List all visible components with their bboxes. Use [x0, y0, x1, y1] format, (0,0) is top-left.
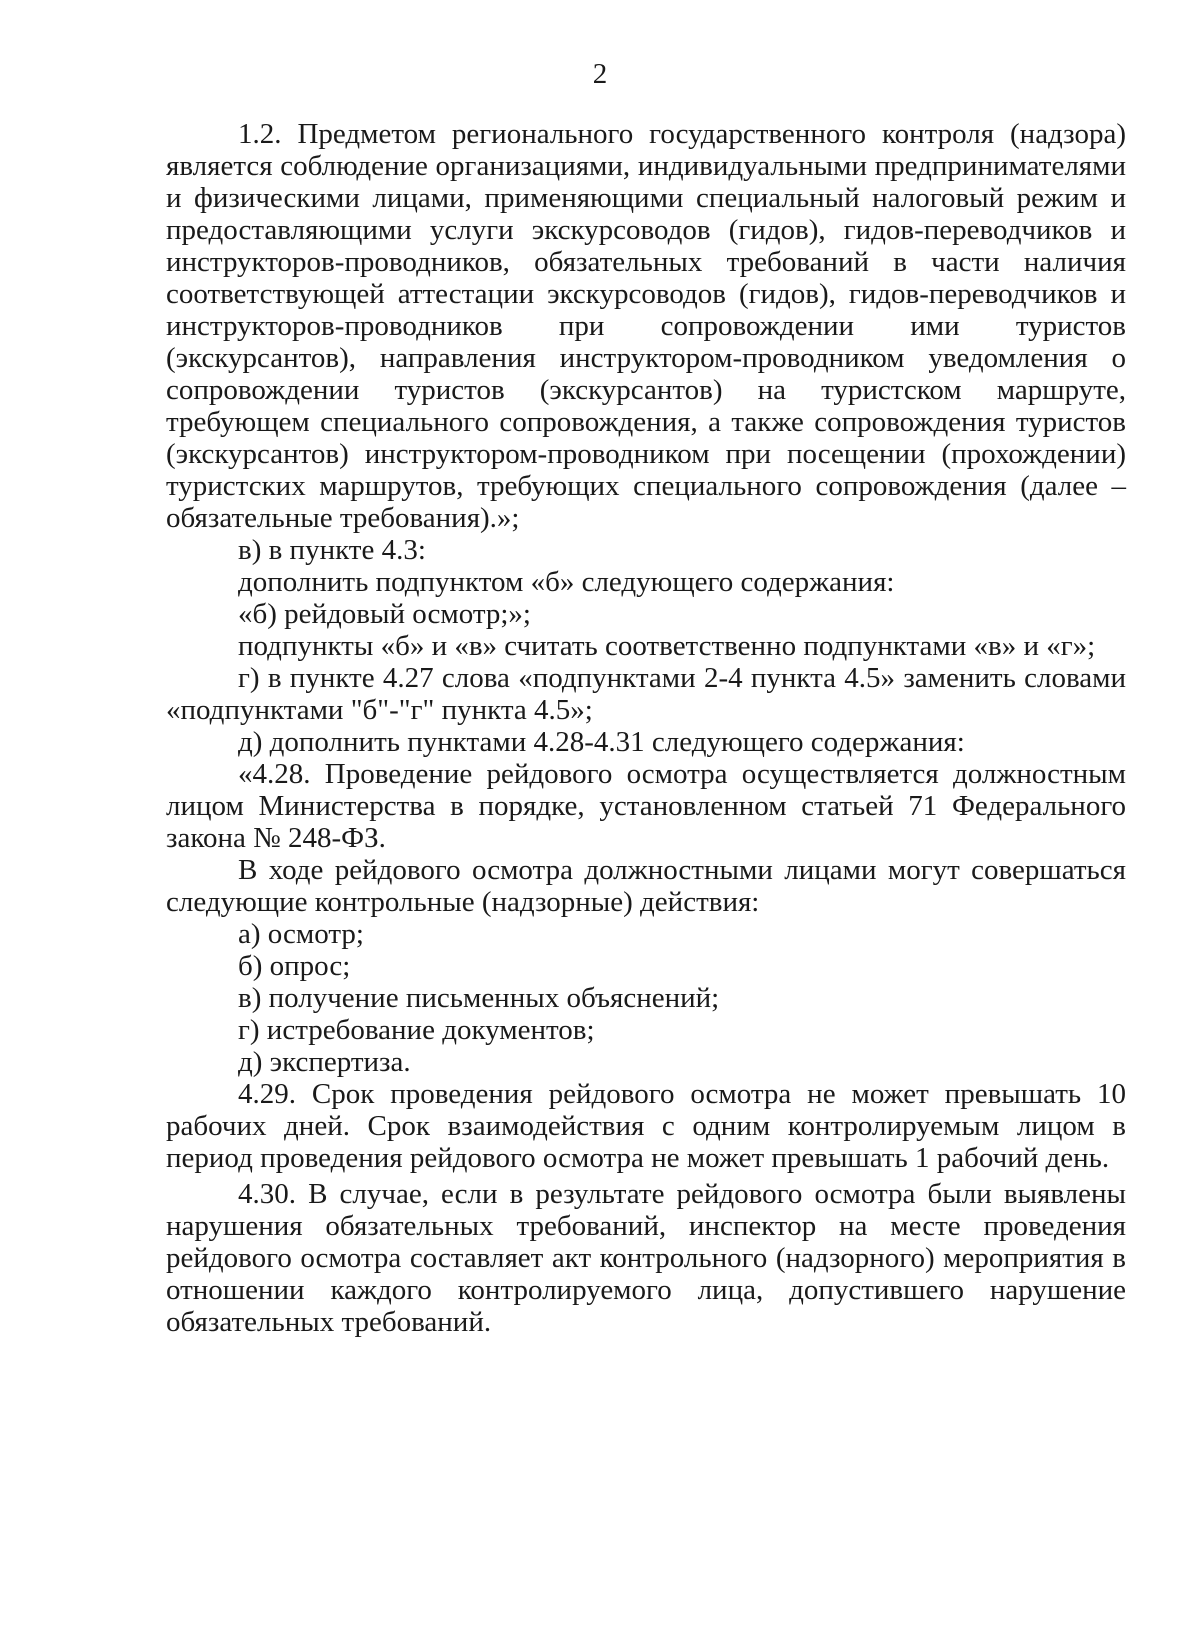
- paragraph-raid-inspection: «б) рейдовый осмотр;»;: [238, 598, 531, 630]
- list-item-documents: г) истребование документов;: [238, 1014, 595, 1046]
- paragraph-actions-intro: В ходе рейдового осмотра должностными лицами могут совершаться следующие контрольные (надзорные) действия:: [166, 854, 1126, 918]
- paragraph-item-d: д) дополнить пунктами 4.28-4.31 следующего содержания:: [238, 726, 965, 758]
- paragraph-1-2: 1.2. Предметом регионального государственного контроля (надзора) является соблюдение организациями, индивидуальными предпринимателями и физическими лицами, применяющими специальный налоговый режим и предоставляющими услуги экскурсоводов (гидов), гидов-переводчиков и инструкторов-проводников, обязательных требований в части наличия соответствующей аттестации экскурсоводов (гидов), гидов-переводчиков и инструкторов-проводников при сопровождении ими туристов (экскурсантов), направления инструктором-проводником уведомления о сопровождении туристов (экскурсантов) на туристском маршруте, требующем специального сопровождения, а также сопровождения туристов (экскурсантов) инструктором-проводником при посещении (прохождении) туристских маршрутов, требующих специального сопровождения (далее – обязательные требования).»;: [166, 118, 1126, 534]
- paragraph-renumber: подпункты «б» и «в» считать соответственно подпунктами «в» и «г»;: [238, 630, 1096, 662]
- list-item-opros: б) опрос;: [238, 950, 351, 982]
- list-item-osmotr: а) осмотр;: [238, 918, 364, 950]
- paragraph-item-g: г) в пункте 4.27 слова «подпунктами 2-4 пункта 4.5» заменить словами «подпунктами "б"-"г" пункта 4.5»;: [166, 662, 1126, 726]
- paragraph-add-subitem: дополнить подпунктом «б» следующего содержания:: [238, 566, 895, 598]
- document-body: [166, 118, 1126, 1338]
- list-item-explanations: в) получение письменных объяснений;: [238, 982, 720, 1014]
- paragraph-4-29: 4.29. Срок проведения рейдового осмотра не может превышать 10 рабочих дней. Срок взаимодействия с одним контролируемым лицом в период проведения рейдового осмотра не может превышать 1 рабочий день.: [166, 1078, 1126, 1174]
- paragraph-4-28: «4.28. Проведение рейдового осмотра осуществляется должностным лицом Министерства в порядке, установленном статьей 71 Федерального закона № 248-ФЗ.: [166, 758, 1126, 854]
- paragraph-item-v: в) в пункте 4.3:: [238, 534, 426, 566]
- paragraph-4-30: 4.30. В случае, если в результате рейдового осмотра были выявлены нарушения обязательных требований, инспектор на месте проведения рейдового осмотра составляет акт контрольного (надзорного) мероприятия в отношении каждого контролируемого лица, допустившего нарушение обязательных требований.: [166, 1178, 1126, 1338]
- page-number: 2: [592, 58, 608, 90]
- list-item-expertise: д) экспертиза.: [238, 1046, 411, 1078]
